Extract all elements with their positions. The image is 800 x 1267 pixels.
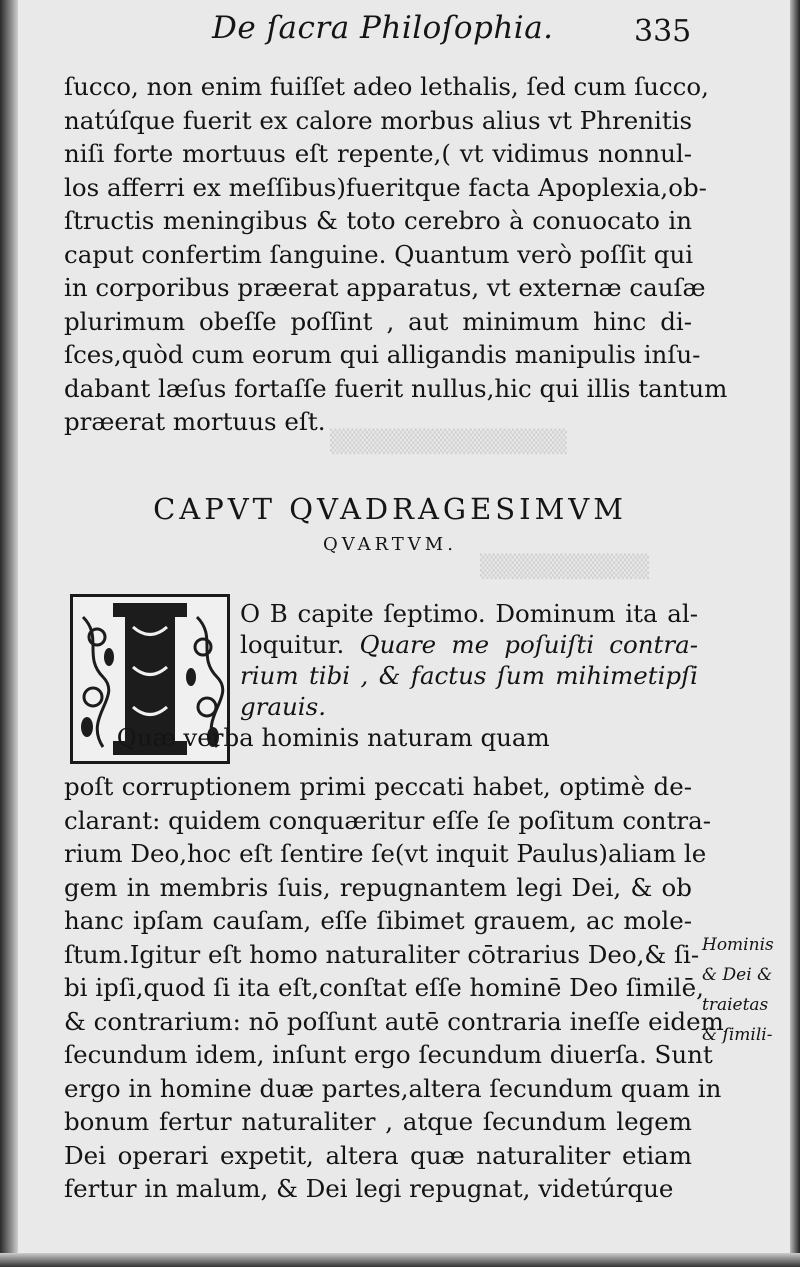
text-line: & contrarium: nō poſſunt autē contraria ineſſe eidem bbox=[64, 1006, 724, 1036]
show-through-texture: ▒▒▒▒▒▒▒▒▒▒ bbox=[480, 555, 650, 580]
text-line: ſecundum idem, inſunt ergo ſecundum diuerſa. Sunt bbox=[64, 1040, 713, 1069]
text-line bbox=[70, 722, 698, 753]
text-line: los afferri ex meſſibus)fueritque facta Apoplexia,ob- bbox=[64, 172, 707, 202]
page-edge-right bbox=[790, 0, 800, 1267]
page-edge-bottom bbox=[0, 1253, 800, 1267]
text-line: bonum fertur naturaliter , atque ſecundum legem bbox=[64, 1107, 692, 1136]
text-line: Dei operari expetit, altera quæ naturaliter etiam bbox=[64, 1140, 692, 1170]
text-line: clarant: quidem conquæritur eſſe ſe poſitum contra- bbox=[64, 805, 712, 835]
main-paragraph bbox=[64, 770, 724, 1206]
text-line: rium Deo,hoc eſt ſentire ſe(vt inquit Paulus)aliam le bbox=[64, 839, 707, 868]
text-line: plurimum obeſſe poſſint , aut minimum hinc di- bbox=[64, 306, 692, 336]
text-line: ſces,quòd cum eorum qui alligandis manipulis inſu- bbox=[64, 340, 701, 369]
text-line bbox=[240, 660, 698, 691]
marginal-note-line: traietas bbox=[702, 995, 769, 1015]
text-line: ſtructis meningibus & toto cerebro à conuocato in bbox=[64, 206, 692, 235]
italic-quotation: rium tibi , & factus ſum mihimetipſi bbox=[240, 661, 698, 690]
text-line: hanc ipſam cauſam, eſſe ſibimet grauem, ac mole- bbox=[64, 906, 692, 935]
chapter-subtitle: QVARTVM. bbox=[323, 534, 457, 555]
marginal-note-line: Hominis bbox=[702, 935, 774, 955]
text-line bbox=[240, 691, 698, 722]
running-title: De ſacra Philoſophia. bbox=[212, 10, 554, 46]
text-line: caput confertim ſanguine. Quantum verò poſſit qui bbox=[64, 239, 694, 269]
roman-text: loquitur. bbox=[240, 630, 360, 659]
text-line: ſtum.Igitur eſt homo naturaliter cōtrarius Deo,& ſi- bbox=[64, 939, 700, 969]
text-line: ergo in homine duæ partes,altera ſecundum quam in bbox=[64, 1073, 722, 1103]
text-line: ſucco, non enim fuiſſet adeo lethalis, ſed cum ſucco, bbox=[64, 72, 709, 101]
text-line bbox=[240, 598, 698, 629]
text-line: fertur in malum, & Dei legi repugnat, videtúrque bbox=[64, 1174, 674, 1203]
text-line: gem in membris ſuis, repugnantem legi Dei, & ob bbox=[64, 872, 692, 902]
marginal-note bbox=[702, 930, 797, 1050]
text-line: poſt corruptionem primi peccati habet, optimè de- bbox=[64, 772, 692, 801]
marginal-note-line: & Dei & bbox=[702, 965, 773, 985]
show-through-texture: ▒▒▒▒▒▒▒▒▒▒▒▒▒▒ bbox=[330, 430, 567, 455]
text-line: bi ipſi,quod ſi ita eſt,conſtat eſſe hominē Deo ſimilē, bbox=[64, 973, 704, 1002]
italic-quotation: grauis. bbox=[240, 692, 326, 721]
marginal-note-line: & ſimili- bbox=[702, 1025, 773, 1045]
roman-text: Quæ verba hominis naturam quam bbox=[70, 723, 550, 752]
page-number: 335 bbox=[634, 14, 692, 49]
text-line: in corporibus præerat apparatus, vt externæ cauſæ bbox=[64, 273, 706, 302]
text-line: niſi forte mortuus eſt repente,( vt vidimus nonnul- bbox=[64, 139, 692, 168]
book-spine-shadow bbox=[0, 0, 18, 1267]
italic-quotation: Quare me poſuiſti contra- bbox=[359, 630, 698, 659]
text-line: præerat mortuus eſt. bbox=[64, 407, 326, 436]
text-line: dabant læſus fortaſſe fuerit nullus,hic qui illis tantum bbox=[64, 373, 728, 403]
chapter-title: CAPVT QVADRAGESIMVM bbox=[153, 492, 627, 526]
chapter-opening-lines bbox=[70, 598, 698, 753]
text-line bbox=[240, 629, 698, 660]
top-paragraph bbox=[64, 70, 728, 439]
text-line: natúſque fuerit ex calore morbus alius vt Phrenitis bbox=[64, 105, 693, 135]
roman-text: O B capite ſeptimo. Dominum ita al- bbox=[240, 599, 698, 628]
